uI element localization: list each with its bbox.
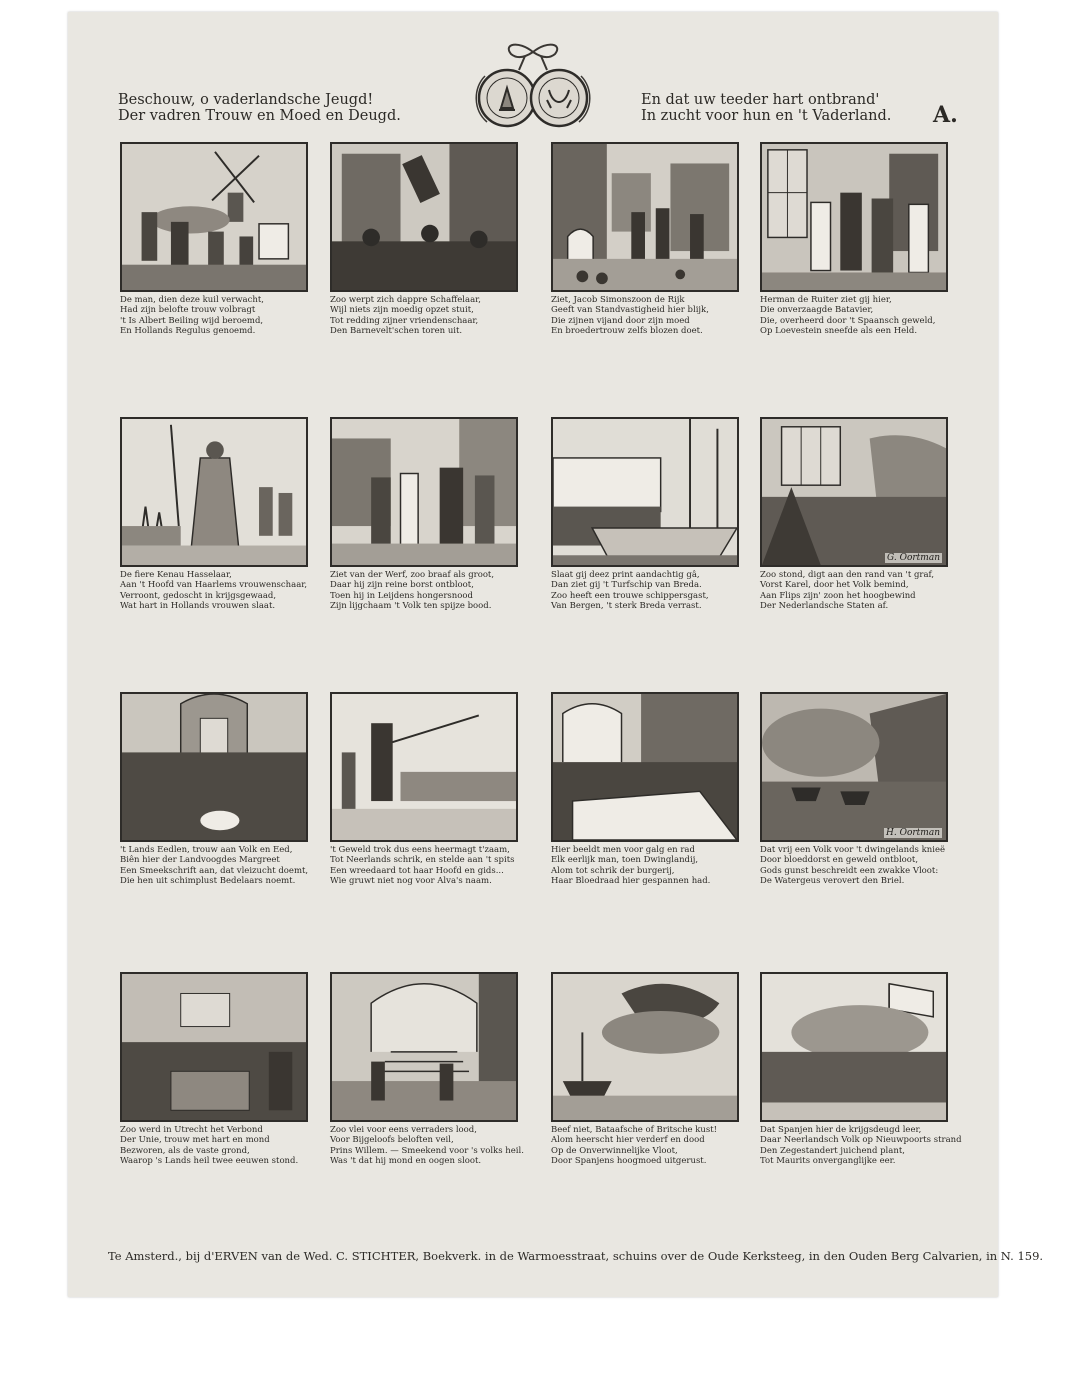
caption-line: Den Barnevelt'schen toren uit. <box>330 326 463 337</box>
caption-line: Alom tot schrik der burgerij, <box>551 865 675 876</box>
caption-line: De Watergeus verovert den Briel. <box>760 876 905 887</box>
sheet-letter: A. <box>933 102 958 128</box>
print-sheet <box>68 12 1044 1297</box>
caption-line: Prins Willem. — Smeekend voor 's volks heil. <box>330 1145 524 1156</box>
panel-caption <box>760 295 960 337</box>
woodcut-illustration <box>760 692 948 842</box>
caption-line: Ziet van der Werf, zoo braaf als groot, <box>330 570 495 580</box>
caption-line: Op Loevestein sneefde als een Held. <box>760 326 918 337</box>
caption-line: Biên hier der Landvoogdes Margreet <box>120 855 280 866</box>
caption-line: Dat vrij een Volk voor 't dwingelands knieë <box>760 845 946 855</box>
woodcut-illustration <box>760 972 948 1122</box>
woodcut-illustration <box>760 417 948 567</box>
caption-line: Was 't dat hij mond en oogen sloot. <box>330 1156 482 1167</box>
woodcut-illustration <box>120 692 308 842</box>
panel-caption <box>120 845 320 887</box>
woodcut-illustration <box>551 692 739 842</box>
caption-line: Zoo vlei voor eens verraders lood, <box>330 1125 477 1135</box>
caption-line: Zijn lijgchaam 't Volk ten spijze bood. <box>330 601 492 612</box>
caption-line: Vorst Karel, door het Volk bemind, <box>760 580 909 591</box>
caption-line: 't Is Albert Beiling wijd beroemd, <box>120 315 264 326</box>
panel-caption <box>551 1125 751 1167</box>
caption-line: Die zijnen vijand door zijn moed <box>551 315 690 326</box>
panel-caption <box>551 570 751 612</box>
caption-line: Alom heerscht hier verderf en dood <box>551 1135 705 1146</box>
woodcut-illustration <box>330 692 518 842</box>
panel-caption <box>330 295 530 337</box>
caption-line: Daar Neerlandsch Volk op Nieuwpoorts strand <box>760 1135 962 1146</box>
caption-line: Tot Maurits onverganglijke eer. <box>760 1156 896 1167</box>
caption-line: Verroont, gedoscht in krijgsgewaad, <box>120 590 277 601</box>
woodcut-illustration <box>330 972 518 1122</box>
header-right-line-1: En dat uw teeder hart ontbrand' <box>641 92 880 108</box>
caption-line: Dan ziet gij 't Turfschip van Breda. <box>551 580 702 591</box>
caption-line: Voor Bijgeloofs beloften veil, <box>330 1135 454 1146</box>
woodcut-illustration <box>120 142 308 292</box>
header-right-line-2: In zucht voor hun en 't Vaderland. <box>641 108 892 124</box>
engraver-signature: H. Oortman <box>886 828 940 838</box>
caption-line: De fiere Kenau Hasselaar, <box>120 570 232 580</box>
header-verse-left <box>118 92 401 124</box>
caption-line: Door bloeddorst en geweld ontbloot, <box>760 855 919 866</box>
caption-line: Beef niet, Bataafsche of Britsche kust! <box>551 1125 718 1135</box>
panel-caption <box>760 1125 960 1167</box>
caption-line: 't Geweld trok dus eens heermagt t'zaam, <box>330 845 510 855</box>
panel-caption <box>120 295 320 337</box>
caption-line: En Hollands Regulus genoemd. <box>120 326 256 337</box>
panel-caption <box>120 1125 320 1167</box>
caption-line: Zoo werd in Utrecht het Verbond <box>120 1125 263 1135</box>
caption-line: Aan Flips zijn' zoon het hoogbewind <box>760 590 916 601</box>
caption-line: Een wreedaard tot haar Hoofd en gids... <box>330 865 504 876</box>
caption-line: Waarop 's Lands heil twee eeuwen stond. <box>120 1156 299 1167</box>
panel-caption <box>330 845 530 887</box>
header-verse-right <box>641 92 891 124</box>
woodcut-illustration <box>120 972 308 1122</box>
caption-line: Toen hij in Leijdens hongersnood <box>330 590 473 601</box>
panel-caption <box>760 845 960 887</box>
caption-line: Daar hij zijn reine borst ontbloot, <box>330 580 474 591</box>
caption-line: Geeft van Standvastigheid hier blijk, <box>551 305 709 316</box>
caption-line: Wat hart in Hollands vrouwen slaat. <box>120 601 276 612</box>
caption-line: Dat Spanjen hier de krijgsdeugd leer, <box>760 1125 922 1135</box>
caption-line: Die hen uit schimplust Bedelaars noemt. <box>120 876 296 887</box>
caption-line: Gods gunst beschreidt een zwakke Vloot: <box>760 865 939 876</box>
caption-line: Bezworen, als de vaste grond, <box>120 1145 250 1156</box>
woodcut-illustration <box>120 417 308 567</box>
caption-line: Zoo werpt zich dappre Schaffelaar, <box>330 295 481 305</box>
header-left-line-2: Der vadren Trouw en Moed en Deugd. <box>118 108 401 124</box>
caption-line: Had zijn belofte trouw volbragt <box>120 305 256 316</box>
caption-line: Tot redding zijner vriendenschaar, <box>330 315 479 326</box>
panel-caption <box>551 295 751 337</box>
woodcut-illustration <box>330 142 518 292</box>
caption-line: 't Lands Eedlen, trouw aan Volk en Eed, <box>120 845 293 855</box>
woodcut-illustration <box>330 417 518 567</box>
caption-line: Wie gruwt niet nog voor Alva's naam. <box>330 876 492 887</box>
caption-line: Aan 't Hoofd van Haarlems vrouwenschaar, <box>120 580 308 591</box>
caption-line: Die onverzaagde Batavier, <box>760 305 874 316</box>
caption-line: De man, dien deze kuil verwacht, <box>120 295 264 305</box>
caption-line: Der Unie, trouw met hart en mond <box>120 1135 270 1146</box>
caption-line: Haar Bloedraad hier gespannen had. <box>551 876 711 887</box>
woodcut-illustration <box>551 417 739 567</box>
caption-line: Slaat gij deez print aandachtig gâ, <box>551 570 700 580</box>
caption-line: Op de Onverwinnelijke Vloot, <box>551 1145 678 1156</box>
caption-line: Den Zegestandert juichend plant, <box>760 1145 905 1156</box>
caption-line: Die, overheerd door 't Spaansch geweld, <box>760 315 936 326</box>
caption-line: Ziet, Jacob Simonszoon de Rijk <box>551 295 685 305</box>
caption-line: Wijl niets zijn moedig opzet stuit, <box>330 305 474 316</box>
crest-emblem <box>463 38 603 134</box>
header-left-line-1: Beschouw, o vaderlandsche Jeugd! <box>118 92 374 108</box>
caption-line: Tot Neerlands schrik, en stelde aan 't spits <box>330 855 515 866</box>
woodcut-illustration <box>551 972 739 1122</box>
panel-caption <box>760 570 960 612</box>
caption-line: En broedertrouw zelfs blozen doet. <box>551 326 703 337</box>
woodcut-illustration <box>551 142 739 292</box>
caption-line: Elk eerlijk man, toen Dwinglandij, <box>551 855 699 866</box>
engraver-signature: G. Oortman <box>886 553 940 563</box>
caption-line: Van Bergen, 't sterk Breda verrast. <box>551 601 702 612</box>
caption-line: Hier beeldt men voor galg en rad <box>551 845 695 855</box>
panel-caption <box>551 845 751 887</box>
publisher-imprint: Te Amsterd., bij d'ERVEN van de Wed. C. STICHTER, Boekverk. in de Warmoesstraat, schuins over de Oude Kerksteeg, in den Ouden Berg Calvarien, in N. 159. <box>108 1249 1044 1263</box>
caption-line: Zoo heeft een trouwe schippersgast, <box>551 590 709 601</box>
panel-caption <box>330 570 530 612</box>
caption-line: Door Spanjens hoogmoed uitgerust. <box>551 1156 707 1167</box>
caption-line: Herman de Ruiter ziet gij hier, <box>760 295 892 305</box>
caption-line: Der Nederlandsche Staten af. <box>760 601 889 612</box>
panel-caption <box>330 1125 530 1167</box>
caption-line: Een Smeekschrift aan, dat vleizucht doemt, <box>120 865 309 876</box>
panel-caption <box>120 570 320 612</box>
caption-line: Zoo stond, digt aan den rand van 't graf, <box>760 570 935 580</box>
woodcut-illustration <box>760 142 948 292</box>
